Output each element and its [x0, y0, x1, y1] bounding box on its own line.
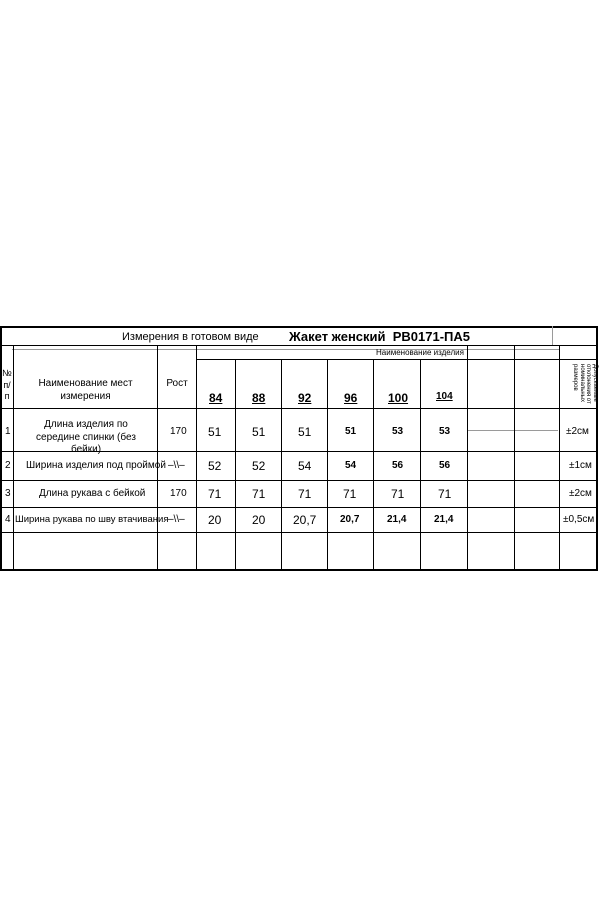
col-name-header: Наименование мест измерения [38, 378, 133, 402]
row-3-height: 170 [170, 488, 187, 499]
row-2-size-84: 52 [208, 459, 222, 473]
row-4-size-84: 20 [208, 513, 222, 527]
row-4-divider [0, 532, 598, 533]
row-2-height: –\\– [168, 460, 185, 471]
sizes-group-label: Наименование изделия [376, 348, 464, 357]
title-right-tick [552, 326, 553, 345]
table-border-right [596, 326, 598, 571]
row-1-height: 170 [170, 426, 187, 437]
col-size-6-divider [467, 345, 468, 571]
row-1-num: 1 [5, 426, 11, 437]
row-3-size-104: 71 [438, 487, 452, 501]
col-size-3-divider [327, 359, 328, 571]
row-3-tolerance: ±2см [569, 488, 592, 499]
row-3-size-96: 71 [343, 487, 357, 501]
row-3-size-84: 71 [208, 487, 222, 501]
col-size-5-divider [420, 359, 421, 571]
col-size-2-divider [281, 359, 282, 571]
row-2-size-88: 52 [252, 459, 266, 473]
row-3-num: 3 [5, 488, 11, 499]
row-2-size-96: 54 [345, 460, 357, 471]
row-2-name: Ширина изделия под проймой [26, 460, 166, 471]
col-tolerance-header: Допускаемые отклонения от номинальных размеров [572, 364, 598, 404]
size-92: 92 [298, 391, 312, 405]
row-1-name: Длина изделия по середине спинки (без бейки) [36, 419, 136, 455]
size-84: 84 [209, 391, 223, 405]
table-border-top [0, 326, 598, 328]
row-4-height: –\\– [168, 514, 185, 525]
title-row-divider [0, 345, 598, 346]
row-3-size-88: 71 [252, 487, 266, 501]
row-2-num: 2 [5, 460, 11, 471]
row-4-size-88: 20 [252, 513, 266, 527]
row-3-name: Длина рукава с бейкой [39, 488, 146, 499]
row-4-num: 4 [5, 514, 11, 525]
col-num-header: № п/ п [2, 368, 12, 402]
row-2-size-100: 56 [392, 460, 404, 471]
row-3-size-92: 71 [298, 487, 312, 501]
row-3-divider [0, 507, 598, 508]
size-96: 96 [344, 391, 358, 405]
row-1-size-92: 51 [298, 425, 312, 439]
col-empty-divider [514, 345, 515, 571]
row-4-size-100: 21,4 [387, 514, 407, 525]
row-4-size-92: 20,7 [293, 513, 317, 527]
measurements-title: Измерения в готовом виде [122, 331, 259, 343]
table-border-bottom [0, 569, 598, 571]
row-2-size-104: 56 [439, 460, 451, 471]
row-1-mark [468, 430, 558, 431]
col-size-4-divider [373, 359, 374, 571]
row-4-tolerance: ±0,5см [563, 514, 595, 525]
col-height-header: Рост [166, 378, 188, 389]
group-label-divider [12, 349, 560, 350]
row-2-tolerance: ±1см [569, 460, 592, 471]
row-1-size-100: 53 [392, 426, 404, 437]
col-tolerance-divider [559, 345, 560, 571]
row-1-size-96: 51 [345, 426, 357, 437]
size-100: 100 [388, 391, 409, 405]
row-1-size-84: 51 [208, 425, 222, 439]
product-title: Жакет женский PB0171-ПА5 [289, 329, 471, 344]
row-2-divider [0, 480, 598, 481]
col-height-divider [196, 345, 197, 571]
row-4-name: Ширина рукава по шву втачивания [15, 514, 169, 525]
row-3-size-100: 71 [391, 487, 405, 501]
sizes-group-divider [196, 359, 596, 360]
header-divider [0, 408, 598, 409]
col-size-1-divider [235, 359, 236, 571]
row-1-tolerance: ±2см [566, 426, 589, 437]
row-4-size-104: 21,4 [434, 514, 454, 525]
measurement-table [0, 326, 598, 571]
size-88: 88 [252, 391, 266, 405]
size-104: 104 [436, 391, 453, 402]
row-1-size-104: 53 [439, 426, 451, 437]
row-4-size-96: 20,7 [340, 514, 360, 525]
row-1-size-88: 51 [252, 425, 266, 439]
row-2-size-92: 54 [298, 459, 312, 473]
table-border-left [0, 326, 2, 571]
